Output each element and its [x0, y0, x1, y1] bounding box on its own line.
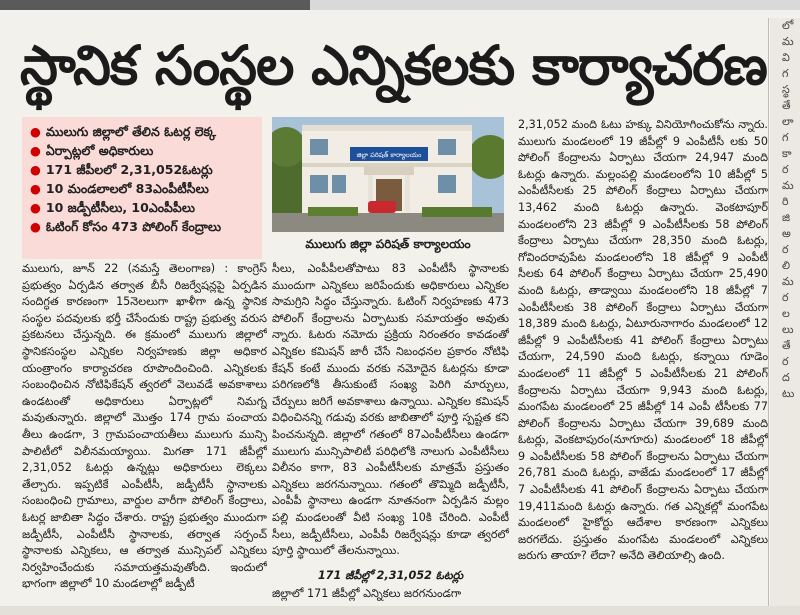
article-paragraph: సీలు, ఎంపీపీలతోపాటు 83 ఎంపీటీసీ స్థానాలకు ముందుగా ఎన్నికలు జరిపేందుకు అధికారులు ఎన్నికల సామగ్రిని సిద్ధం చేస్తున్నారు. ఓటింగ్ నిర్వహణకు 473 పోలింగ్ కేంద్రాలను ఏర్పాటుకు సమాయత్తం అవుతు న్నారు. ఓటరు నమోదు ప్రక్రియ నిరంతరం కావడంతో ఎన్నికల కమిషన్ జారీ చేసే నిబంధనల ప్రకారం నోటిఫి కేషన్ కంటే ముందు వరకు నమోదైన ఓటర్లను కూడా పరిగణలోకి తీసుకుంటే సంఖ్య పెరిగి మార్పులు, చేర్పులు జరిగే అవకాశాలు ఉన్నాయి. ఎన్నికల కమిషన్ విధించినన్ని గడువు వరకు జాబితాలో పూర్తి స్పష్టత కని పించనున్నది. జిల్లాలో గతంలో 87ఎంపీటీసీలు ఉండగా ములుగు మున్సిపాలిటీ పరిధిలోకి నాలుగు ఎంపీటీసీలు విలీనం కాగా, 83 ఎంపీటీసీలకు మాత్రమే ప్రస్తుతం ఎన్నికలు జరగనున్నాయి. గతంలో తొమ్మిది జడ్పీటీసీ, ఎంపీపీ స్థానాలు ఉండగా నూతనంగా ఏర్పడిన మల్లం పల్లి మండలంతో వీటి సంఖ్య 10కి చేరింది. ఎంపీటీ సీలు, జడ్పీటీసీలు, ఎంపీపీ రిజర్వేషన్లు కూడా త్వరలో పూర్తి స్థాయిలో తేలనున్నాయి. [272, 262, 509, 558]
fragment-text: ర [782, 243, 789, 256]
highlight-item: ● 171 జీపీలలో 2,31,052ఓటర్లు [30, 162, 213, 177]
fragment-text: స్థ [782, 83, 790, 96]
highlight-item: ● 10 మండలాలలో 83ఎంపీటీసీలు [30, 181, 209, 196]
fragment-text: కా [782, 147, 792, 160]
top-edge-dark [0, 0, 310, 10]
fragment-text: లా [782, 115, 794, 128]
fragment-text: రి [782, 195, 789, 208]
fragment-text: మ [782, 179, 794, 192]
photo-caption: ములుగు జిల్లా పరిషత్ కార్యాలయం [305, 237, 471, 251]
bullet-icon: ● [30, 124, 41, 139]
fragment-text: జి [782, 211, 791, 224]
fragment-text: ర [782, 291, 789, 304]
fragment-text: గ [782, 67, 789, 80]
fragment-text: మ [782, 35, 794, 48]
headline: స్థానిక సంస్థల ఎన్నికలకు కార్యాచరణ [20, 34, 767, 97]
article-paragraph: 2,31,052 మంది ఓటు హక్కు వినియోగించుకోను న్నారు. ములుగు మండలంలో 19 జీపీల్లో 9 ఎంపీటీసీ లకు 50 పోలింగ్ కేంద్రాలను ఏర్పాటు చేయగా 24,947 మంది ఓటర్లు ఉన్నారు. మల్లంపల్లి మండలంలోని 10 జీపీల్లో 5 ఎంపీటీసీలకు 25 పోలింగ్ కేంద్రాలు ఏర్పాటు చేయగా 13,462 మంది ఓటర్లు ఉన్నారు. వెంకటాపూర్ మండలంలోని 23 జీపీల్లో 9 ఎంపీటీసీలకు 58 పోలింగ్ కేంద్రాలు ఏర్పాటు చేయగా 28,350 మంది ఓటర్లు, గోవిందరావుపేట మండలంలోని 18 జీపీల్లో 9 ఎంపీటీ సీలకు 64 పోలింగ్ కేంద్రాలు ఏర్పాటు చేయగా 25,490 మంది ఓటర్లు, తాడ్వాయి మండలంలోని 18 జీపీల్లో 7 ఎంపీటీసీలకు 38 పోలింగ్ కేంద్రాలు ఏర్పాటు చేయగా 18,389 మంది ఓటర్లు, ఏటూరునాగారం మండలంలో 12 జీపీల్లో 9 ఎంపీటీసీలకు 41 పోలింగ్ కేంద్రాలు ఏర్పాటు చేయగా, 24,590 మంది ఓటర్లు, కన్నాయి గూడెం మండలంలో 11 జీపీల్లో 5 ఎంపీటీసీలకు 21 పోలింగ్ కేంద్రాలను ఏర్పాటు చేయగా 9,943 మంది ఓటర్లు, మంగపేట మండలంలో 25 జీపీల్లో 14 ఎంపీ టీసీలకు 77 పోలింగ్ కేంద్రాలను ఏర్పాటు చేయగా 39,689 మంది ఓటర్లు, వెంకటాపురం(నూగూరు) మండలంలో 18 జీపీల్లో 9 ఎంపీటీసీలకు 58 పోలింగ్ కేంద్రాలను ఏర్పాటు చేయగా 26,781 మంది ఓటర్లు, వాజేడు మండలంలో 17 జీపీల్లో 7 ఎంపీటీసీలకు 41 పోలింగ్ కేంద్రాలను ఏర్పాటు చేయగా 19,411మంది ఓటర్లు ఉన్నారు. గత ఎన్నికల్లో మంగపేట మండలంలో హైకోర్టు ఆదేశాల కారణంగా ఎన్నికలు జరగలేదు. ప్రస్తుతం మంగపేట మండలంలో ఎన్నికలు జరుగు తాయా? లేదా? అనేది తెలియాల్సి ఉంది. [518, 118, 768, 563]
bullet-icon: ● [30, 181, 41, 196]
fragment-text: లు [782, 323, 794, 336]
office-building-illustration [272, 117, 504, 232]
top-edge-light [310, 0, 800, 10]
fragment-text: ద [782, 371, 790, 384]
sign-board-text: జిల్లా పరిషత్ కార్యాలయం [356, 151, 422, 159]
article-column-1 [22, 261, 267, 607]
highlight-item: ● 10 జడ్పీటీసీలు, 10ఎంపీపీలు [30, 200, 196, 215]
bullet-icon: ● [30, 143, 41, 158]
fragment-text: లో [782, 19, 794, 32]
top-edge-strip [0, 0, 800, 10]
highlight-item: ● ఏర్పాట్లలో అధికారులు [30, 143, 154, 158]
column-divider [768, 18, 769, 608]
fragment-text: గ [782, 131, 789, 144]
fragment-text: ర [782, 163, 789, 176]
article-paragraph: ములుగు, జూన్ 22 (నమస్తే తెలంగాణ) : కాంగ్రెస్ ప్రభుత్వం ఏర్పడిన తర్వాత బీసీ రిజర్వేషన్లపై ఏర్పడిన సందిగ్ధత కారణంగా 15నెలలుగా ఖాళీగా ఉన్న స్థానిక సంస్థల పదవులకు భర్తీ చేసేందుకు రాష్ట్ర ప్రభుత్వ వరుస ప్రకటనలు చేస్తున్నది. ఈ క్రమంలో ములుగు జిల్లాలో స్థానికసంస్థల ఎన్నికల నిర్వహణకు జిల్లా అధికార యంత్రాంగం కార్యాచరణ రూపొందించింది. ఎన్నికలకు సంబంధించిన నోటిఫికేషన్ త్వరలో వెలువడే అవకాశాలు ఉండటంతో అధికారులు ఏర్పాట్లలో నిమగ్న మవుతున్నారు. జిల్లాలో మొత్తం 174 గ్రామ పంచాయ తీలు ఉండగా, 3 గ్రామపంచాయతీలు ములుగు మున్సి పాలిటీలో విలీనమయ్యాయి. మిగతా 171 జీపీల్లో 2,31,052 ఓటర్లు ఉన్నట్లు అధికారులు లెక్కలు తేల్చారు. ఇప్పటికే ఎంపీటీసీ, జడ్పీటీసీ స్థానాలకు సంబంధించి గ్రామాలు, వార్డుల వారీగా పోలింగ్ కేంద్రాలు, ఓటర్ల జాబితా సిద్ధం చేశారు. రాష్ట్ర ప్రభుత్వం ముందుగా జడ్పీటీసీ, ఎంపీటీసీ స్థానాలకు, తర్వాత సర్పంచ్ స్థానాలకు ఎన్నికలు, ఆ తర్వాత మున్సిపల్ ఎన్నికలు నిర్వహించేందుకు సమాయత్తమవుతోంది. ఇందులో భాగంగా జిల్లాలో 10 మండలాల్లో జడ్పీటీ [22, 262, 267, 591]
adjacent-article-fragment [770, 18, 800, 615]
bullet-icon: ● [30, 200, 41, 215]
bullet-icon: ● [30, 162, 41, 177]
fragment-text: ల [782, 307, 790, 320]
fragment-text: తే [782, 339, 791, 352]
fragment-text: వి [782, 51, 790, 64]
bullet-icon: ● [30, 219, 41, 234]
article-column-2 [272, 261, 509, 607]
article-column-3 [518, 117, 768, 607]
fragment-text: తే [782, 99, 791, 112]
fragment-text: అ [782, 227, 791, 240]
fragment-text: ర [782, 355, 789, 368]
article-subheading: 171 జీపీల్లో 2,31,052 ఓటర్లు [317, 568, 464, 582]
fragment-text: లి [782, 259, 791, 272]
fragment-text: మ [782, 275, 794, 288]
article-paragraph: జిల్లాలో 171 జీపీల్లో ఎన్నికలు జరగనుండగా [272, 587, 462, 601]
bottom-edge-strip [0, 606, 800, 615]
fragment-text: టు [782, 387, 795, 400]
highlights-box [22, 117, 262, 259]
office-photo [272, 117, 504, 232]
highlight-item: ● ఓటింగ్ కోసం 473 పోలింగ్ కేంద్రాలు [30, 219, 222, 234]
highlight-item: ● ములుగు జిల్లాలో తేలిన ఓటర్ల లెక్క [30, 124, 217, 139]
